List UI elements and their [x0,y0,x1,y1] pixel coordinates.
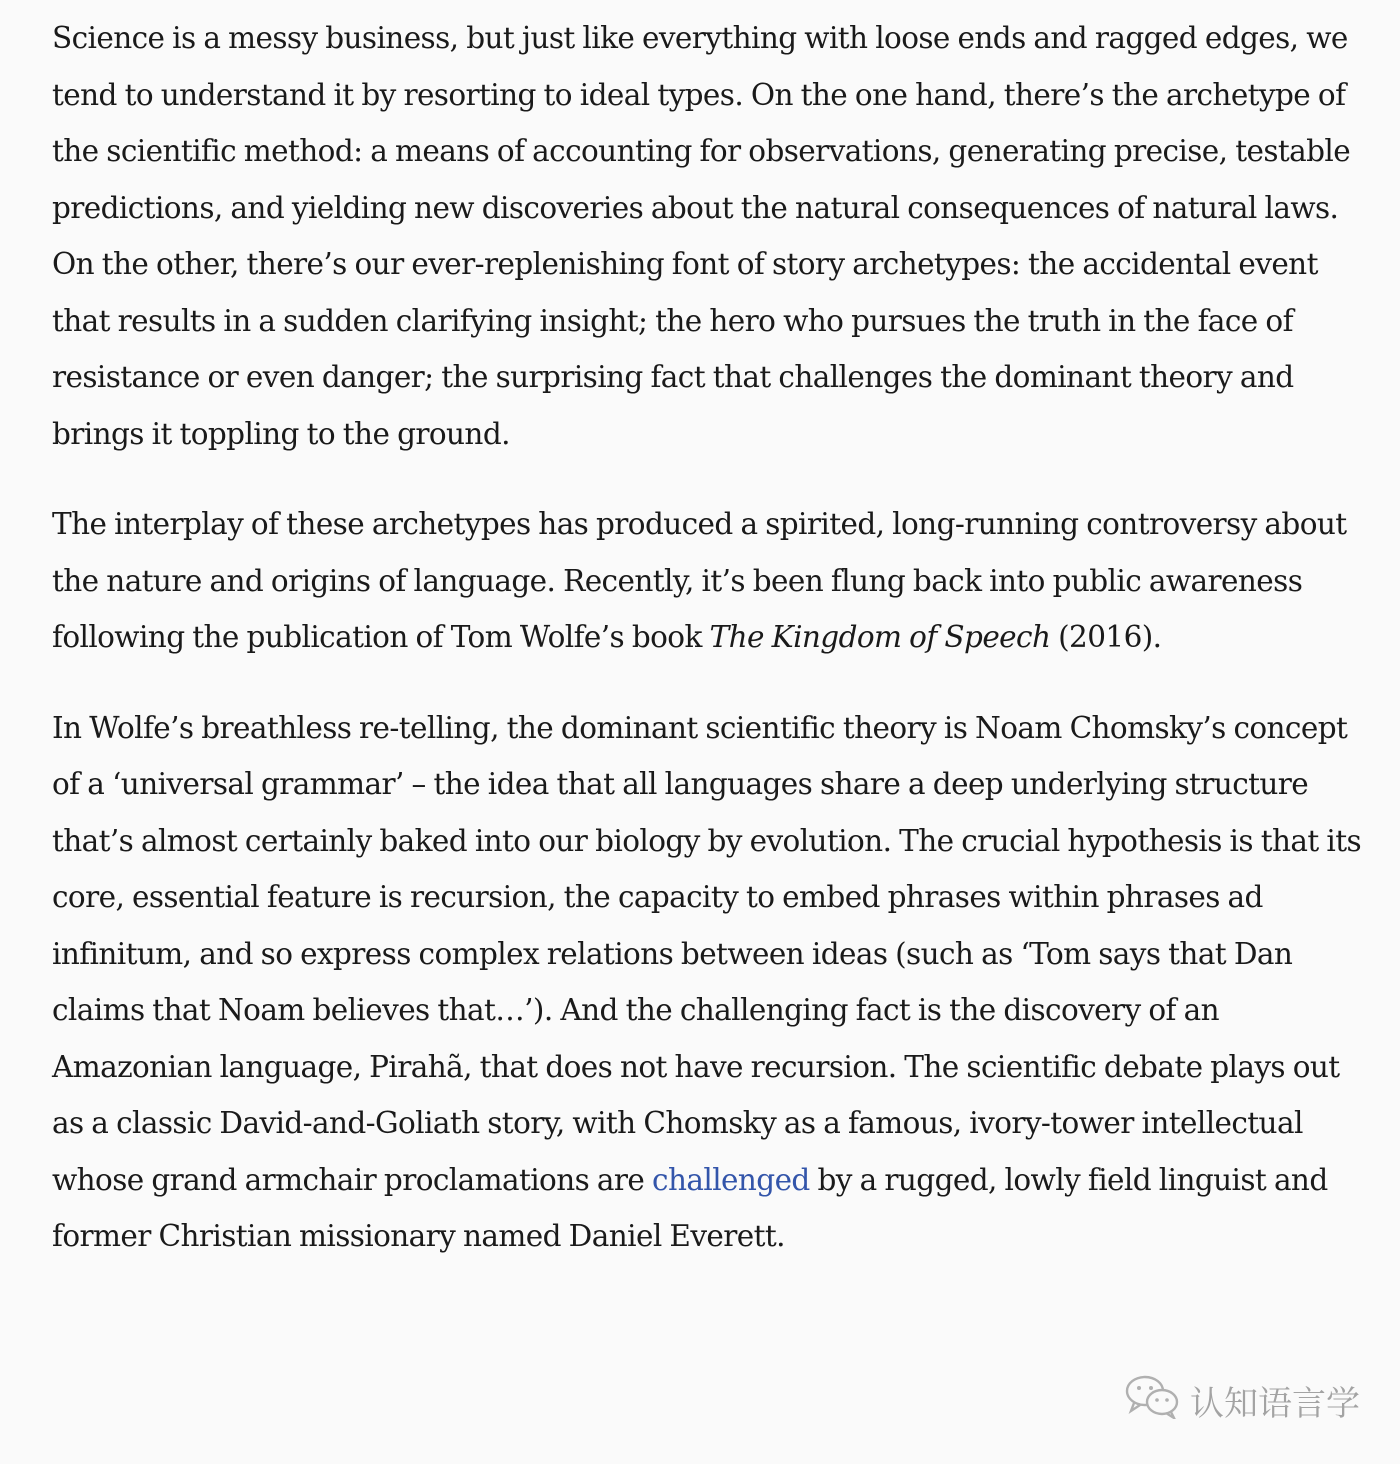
paragraph-3-text-start: In Wolfe’s breathless re-telling, the dominant scientific theory is Noam Chomsky’s concept of a ‘universal grammar’ – the idea that all languages share a deep underlying structure that’s almost certainly baked into our biology by evolution. The crucial hypothesis is that its core, essential feature is recursion, the capacity to embed phrases within phrases ad infinitum, and so express complex relations between ideas (such as ‘Tom says that Dan claims that Noam believes that…’). And the challenging fact is the discovery of an Amazonian language, Pirahã, that does not have recursion. The scientific debate plays out as a classic David-and-Goliath story, with Chomsky as a famous, ivory-tower intellectual whose grand armchair proclamations are [52,710,1361,1197]
paragraph-1 [52,10,1362,462]
paragraph-2-text-start: The interplay of these archetypes has produced a spirited, long-running controversy about the nature and origins of language. Recently, it’s been flung back into public awareness following the publication of Tom Wolfe’s book [52,507,1347,654]
paragraph-1-text: Science is a messy business, but just like everything with loose ends and ragged edges, we tend to understand it by resorting to ideal types. On the one hand, there’s the archetype of the scientific method: a means of accounting for observations, generating precise, testable predictions, and yielding new discoveries about the natural consequences of natural laws. On the other, there’s our ever-replenishing font of story archetypes: the accidental event that results in a sudden clarifying insight; the hero who pursues the truth in the face of resistance or even danger; the surprising fact that challenges the dominant theory and brings it toppling to the ground. [52,21,1351,451]
paragraph-3 [52,700,1362,1265]
challenged-link[interactable]: challenged [652,1162,810,1197]
paragraph-2 [52,496,1362,666]
watermark [1124,1373,1360,1428]
paragraph-2-text-end: (2016). [1050,620,1162,654]
watermark-text: 认知语言学 [1190,1384,1360,1424]
wechat-icon [1124,1373,1180,1428]
book-title: The Kingdom of Speech [709,620,1051,654]
article-body [52,10,1362,1299]
paragraph-3-text-end: by a rugged, lowly field linguist and former Christian missionary named Daniel Everett. [52,1162,1328,1253]
